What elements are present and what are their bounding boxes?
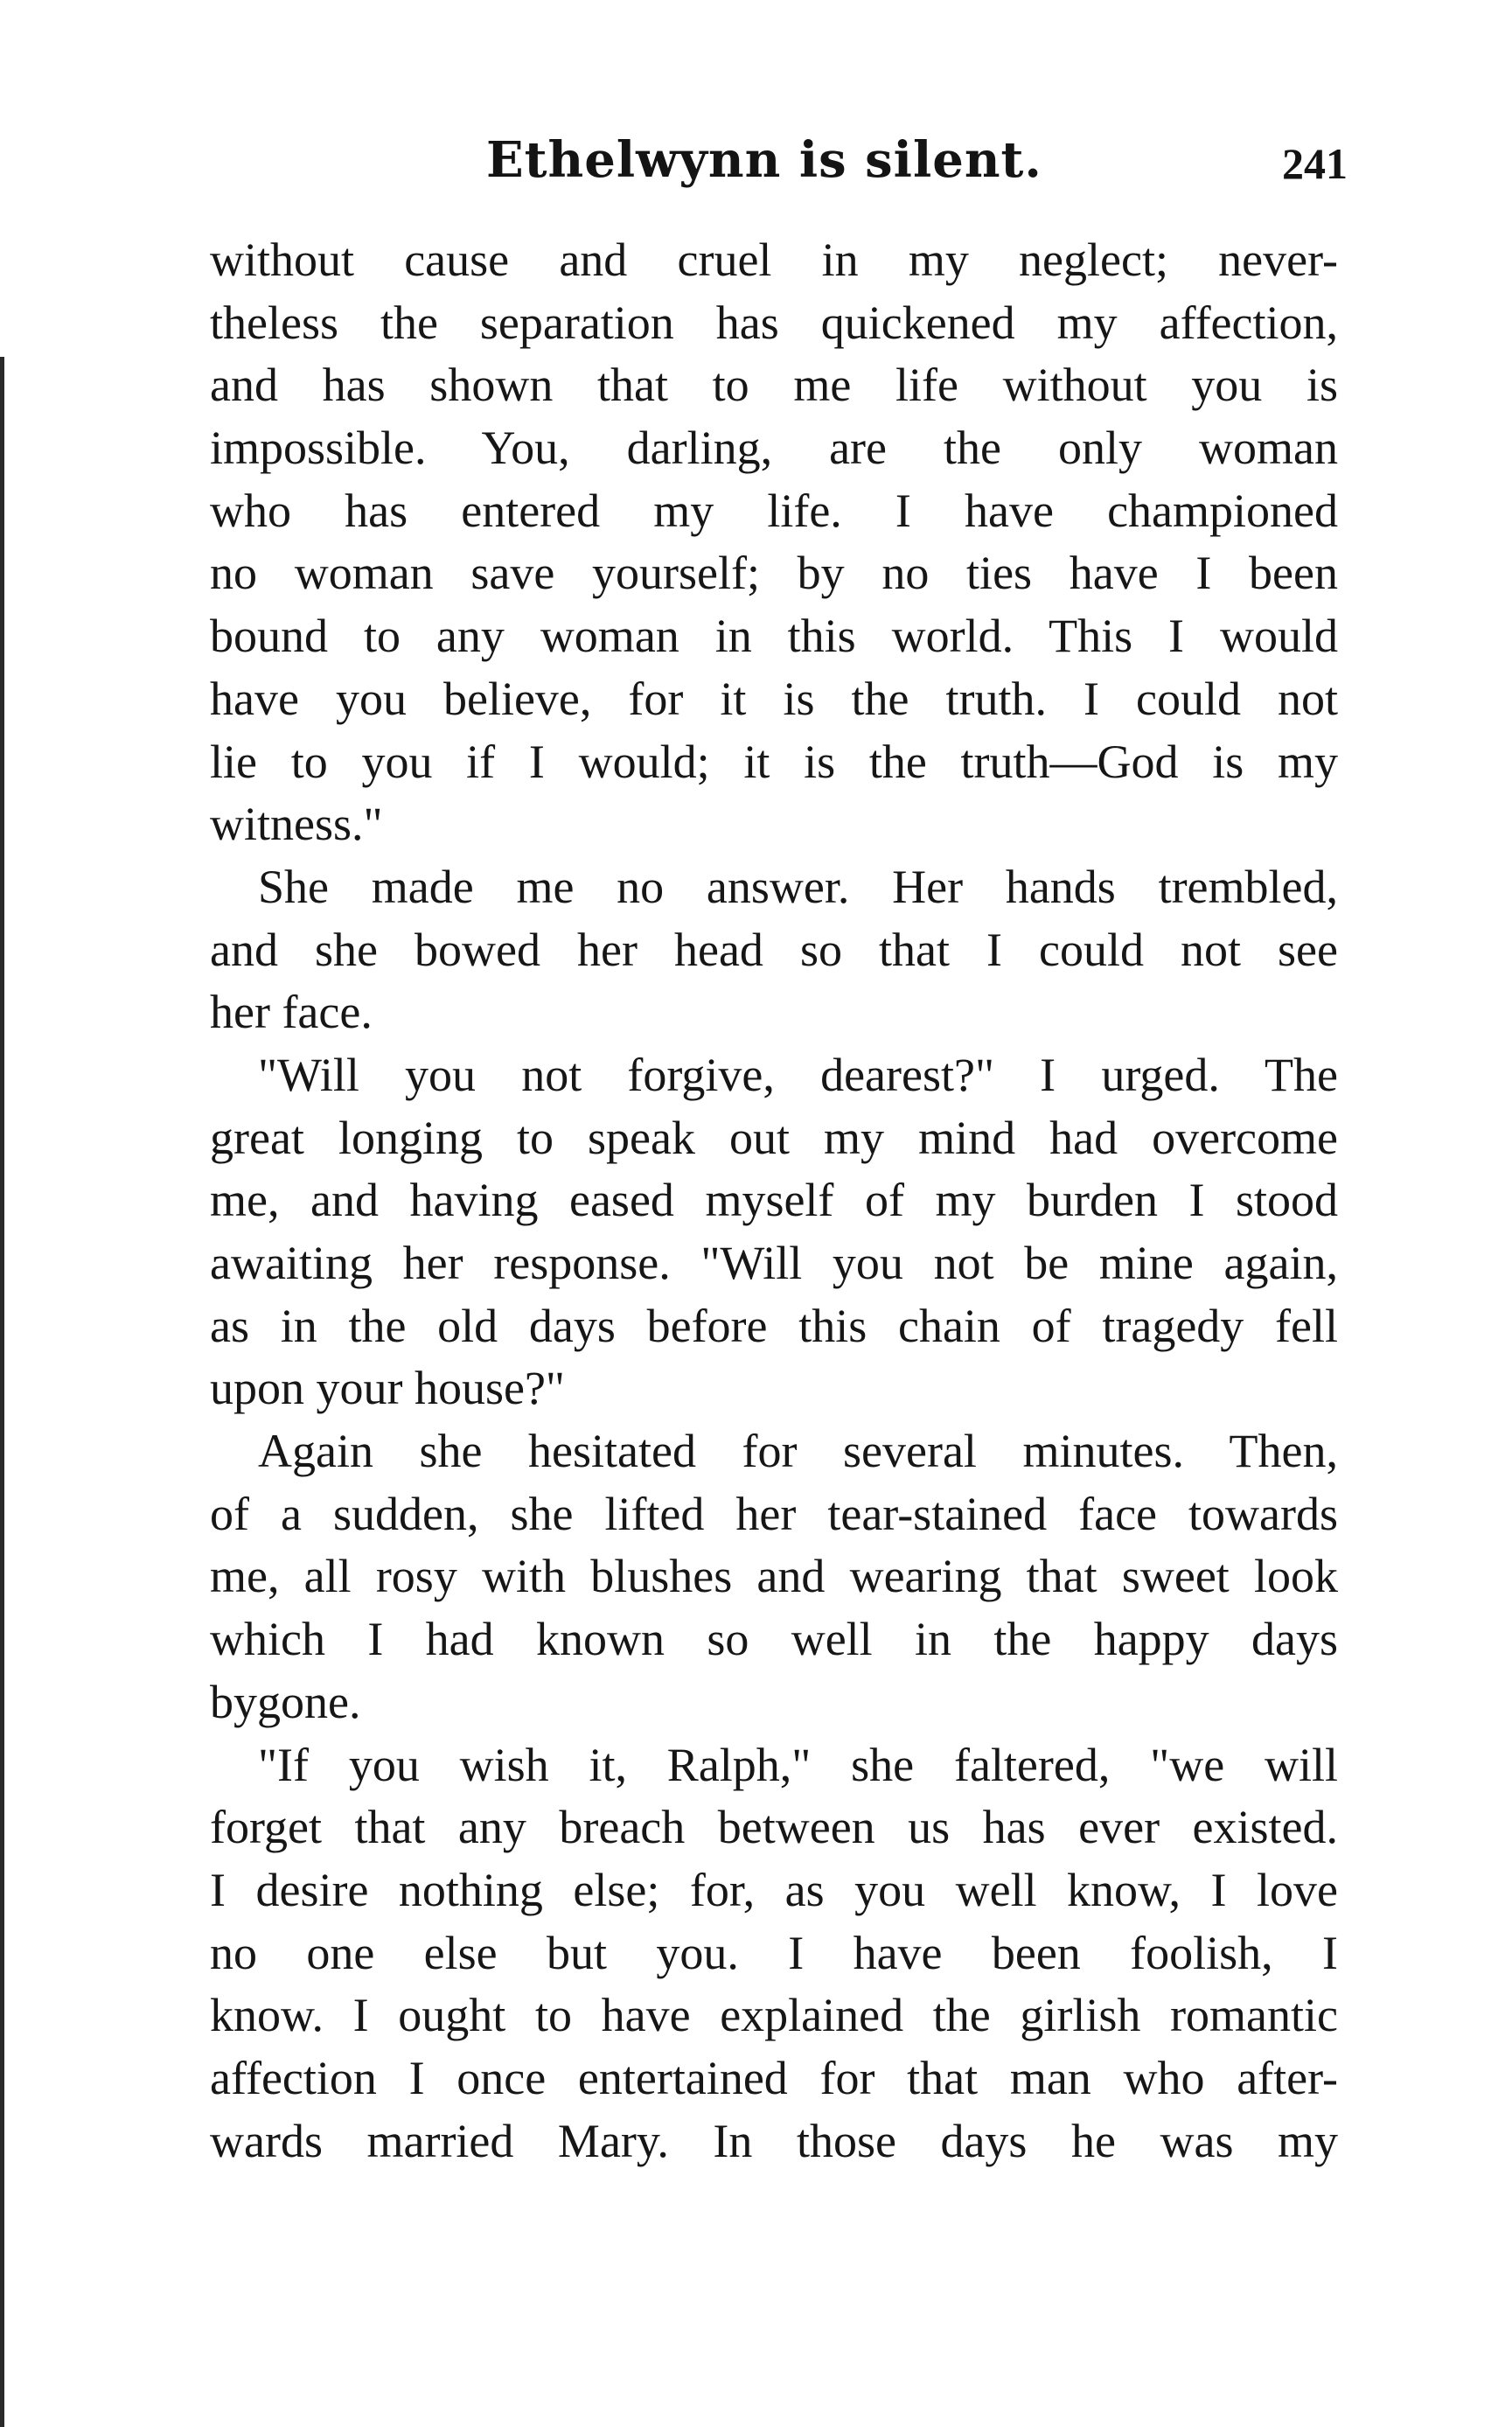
- text-line: witness.": [210, 798, 383, 851]
- text-line: affection I once entertained for that man who after-: [210, 2051, 1338, 2104]
- text-line: me, and having eased myself of my burden I stood: [210, 1174, 1338, 1227]
- page-number: 241: [1282, 139, 1348, 188]
- text-line: who has entered my life. I have championed: [210, 484, 1338, 537]
- text-line: bound to any woman in this world. This I would: [210, 610, 1338, 663]
- text-line: impossible. You, darling, are the only woman: [210, 422, 1338, 475]
- text-line: theless the separation has quickened my affection,: [210, 296, 1338, 349]
- text-line: and has shown that to me life without you is: [210, 359, 1338, 412]
- text-line: She made me no answer. Her hands trembled,: [258, 860, 1338, 913]
- text-line: of a sudden, she lifted her tear-stained face towards: [210, 1487, 1338, 1540]
- text-line: I desire nothing else; for, as you well know, I love: [210, 1863, 1338, 1916]
- text-line: know. I ought to have explained the girlish romantic: [210, 1989, 1338, 2042]
- text-line: no woman save yourself; by no ties have I been: [210, 547, 1338, 600]
- text-line: no one else but you. I have been foolish, I: [210, 1926, 1338, 1979]
- text-line: "If you wish it, Ralph," she faltered, "we will: [258, 1738, 1338, 1791]
- text-line: upon your house?": [210, 1362, 565, 1415]
- text-line: as in the old days before this chain of tragedy fell: [210, 1299, 1338, 1352]
- text-line: her face.: [210, 986, 373, 1039]
- text-line: "Will you not forgive, dearest?" I urged. The: [258, 1048, 1338, 1101]
- body-text: [210, 229, 1338, 2172]
- text-line: me, all rosy with blushes and wearing that sweet look: [210, 1550, 1338, 1603]
- text-line: wards married Mary. In those days he was my: [210, 2114, 1338, 2167]
- page-binding-edge: [0, 357, 4, 2427]
- text-line: which I had known so well in the happy days: [210, 1613, 1338, 1666]
- text-line: without cause and cruel in my neglect; never-: [210, 234, 1338, 286]
- text-line: lie to you if I would; it is the truth—God is my: [210, 735, 1338, 788]
- text-line: and she bowed her head so that I could not see: [210, 923, 1338, 976]
- text-line: bygone.: [210, 1675, 361, 1728]
- running-title: Ethelwynn is silent.: [486, 131, 1042, 189]
- text-line: great longing to speak out my mind had overcome: [210, 1111, 1338, 1164]
- text-line: awaiting her response. "Will you not be mine again,: [210, 1237, 1338, 1289]
- text-line: have you believe, for it is the truth. I could not: [210, 672, 1338, 725]
- page-header: [0, 131, 1512, 210]
- text-line: forget that any breach between us has ever existed.: [210, 1801, 1338, 1854]
- text-line: Again she hesitated for several minutes. Then,: [258, 1425, 1338, 1478]
